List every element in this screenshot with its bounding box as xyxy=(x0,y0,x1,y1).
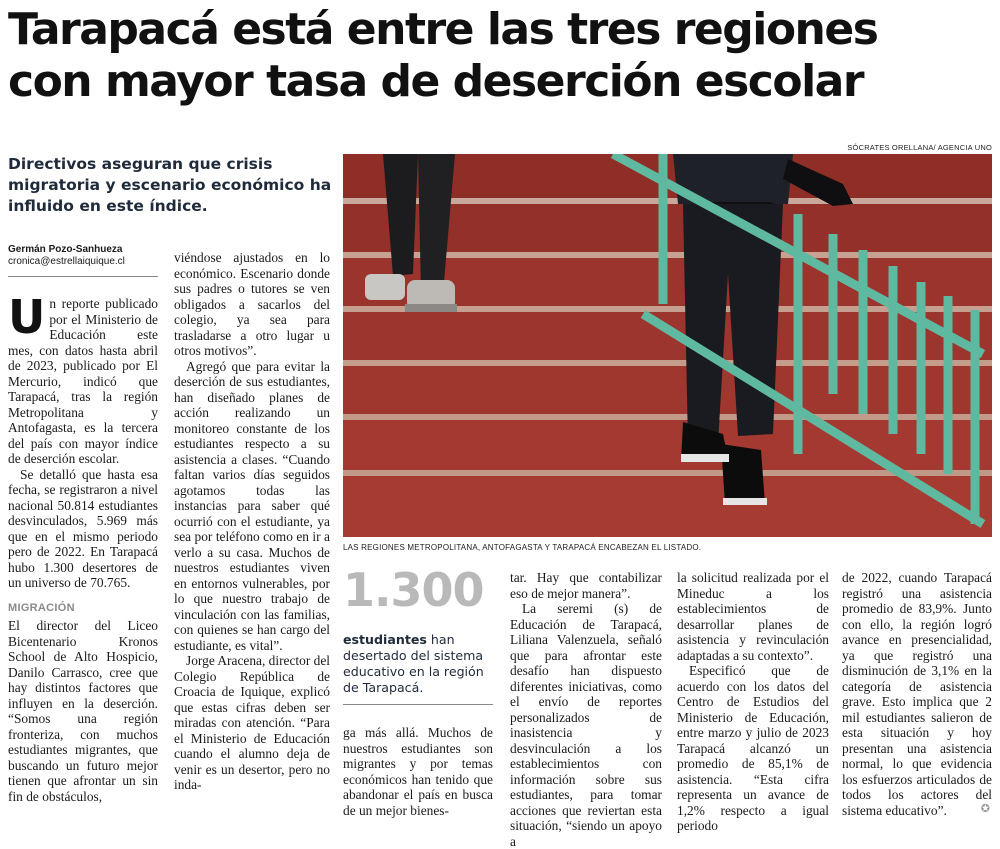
paragraph: Jorge Aracena, director del Colegio República de Croacia de Iquique, explicó que estas cifras deben ser miradas con atención. “Para el Ministerio de Educación cuando el alumno deja de venir es un desertor, pero no inda- xyxy=(174,653,331,792)
callout-body: han desertado del sistema educativo en la región de Tarapacá. xyxy=(343,632,484,695)
paragraph: Agregó que para evitar la deserción de sus estudiantes, han diseñado planes de acción realizando un monitoreo constante de los estudiantes respecto a su asistencia a clases. “Cuando faltan varios días seguidos agotamos todas las instancias para saber qué ocurrió con el estudiante, ya sea por teléfono como en ir a verlo a su casa. Muchos de nuestros estudiantes viven en entornos vulnerables, por lo que nuestro trabajo de vinculación con las familias, con quienes se han cargo del estudiante, es vital”. xyxy=(174,358,330,653)
paragraph-text: n reporte publicado por el Ministerio de Educación este mes, con datos hasta abril de 2023, publicado por El Mercurio, indicó que Tarapacá, tras la región Metropolitana y Antofagasta, es la tercera del país con mayor índice de deserción escolar. xyxy=(8,296,158,466)
photo-stairs xyxy=(343,154,992,537)
paragraph: viéndose ajustados en lo económico. Escenario donde sus padres o tutores se ven obligados a sacarlos del colegio, ya sea para trasladarse a otro lugar u otros motivos”. xyxy=(174,250,330,358)
paragraph: de 2022, cuando Tarapacá registró una asistencia promedio de 83,9%. Junto con ello, la región logró avance en presencialidad, ya que registró una disminución de 3,1% en la categoría de asistencia grave. Esto implica que 2 mil estudiantes salieron de esta situación y hoy presentan una asistencia normal, lo que evidencia los esfuerzos articulados de todos los actores del sistema educativo”. xyxy=(842,570,992,818)
callout-number: 1.300 xyxy=(343,563,484,617)
paragraph: Se detalló que hasta esa fecha, se registraron a nivel nacional 50.814 estudiantes desvinculados, 5.969 más que en el mismo periodo pero de 2022. En Tarapacá hubo 1.300 desertores de un universo de 70.765. xyxy=(8,466,158,590)
end-mark-icon: ✪ xyxy=(980,802,990,815)
paragraph: El director del Liceo Bicentenario Kronos School de Alto Hospicio, Danilo Carrasco, cree que hay distintos factores que influyen en la deserción. “Somos una región fronteriza, con muchos estudiantes migrantes, que buscando un futuro mejor tienen que afrontar un sin fin de obstáculos, xyxy=(8,618,158,804)
byline xyxy=(8,244,158,268)
paragraph xyxy=(8,290,158,467)
section-heading: MIGRACIÓN xyxy=(8,601,75,614)
paragraph: la solicitud realizada por el Mineduc a los establecimientos de desarrollar planes de asistencia y revinculación adaptadas a su contexto”. xyxy=(677,570,829,663)
article-column-5 xyxy=(677,570,829,834)
paragraph: ga más allá. Muchos de nuestros estudiantes son migrantes y por temas económicos han tenido que abandonar el país en busca de un mejor bienes- xyxy=(343,725,493,818)
callout-divider xyxy=(343,704,493,705)
callout-bold: estudiantes xyxy=(343,632,427,647)
headline-line-2: con mayor tasa de deserción escolar xyxy=(8,56,864,107)
paragraph: Especificó que de acuerdo con los datos del Centro de Estudios del Ministerio de Educación, entre marzo y julio de 2023 Tarapacá alcanzó un promedio de 85,1% de asistencia. “Esta cifra representa un avance de 1,2% respecto a igual periodo xyxy=(677,663,829,833)
callout-text xyxy=(343,632,493,696)
paragraph: tar. Hay que contabilizar eso de mejor manera”. xyxy=(510,570,662,601)
photo-caption: LAS REGIONES METROPOLITANA, ANTOFAGASTA Y TARAPACÁ ENCABEZAN EL LISTADO. xyxy=(343,543,702,552)
article-column-3 xyxy=(343,725,493,818)
headline xyxy=(8,4,993,108)
drop-cap: U xyxy=(8,290,46,344)
paragraph: La seremi (s) de Educación de Tarapacá, Liliana Valenzuela, señaló que para afrontar este desafío han dispuesto diferentes iniciativas, como el envío de reportes personalizados de inasistencia y desvinculación a los establecimientos con información sobre sus estudiantes, para tomar acciones que reviertan esta situación, “siendo un apoyo a xyxy=(510,601,662,849)
headline-line-1: Tarapacá está entre las tres regiones xyxy=(8,4,878,55)
stairs-illustration xyxy=(343,154,992,537)
photo-credit: SÓCRATES ORELLANA/ AGENCIA UNO xyxy=(847,143,992,152)
author-email[interactable]: cronica@estrellaiquique.cl xyxy=(8,256,125,267)
article-column-1 xyxy=(8,290,158,804)
byline-divider xyxy=(8,276,158,277)
article-column-2 xyxy=(174,250,330,793)
author-name: Germán Pozo-Sanhueza xyxy=(8,244,123,255)
article-column-6 xyxy=(842,570,992,818)
deck-summary: Directivos aseguran que crisis migratoria y escenario económico ha influido en este índice. xyxy=(8,155,332,215)
article-column-4 xyxy=(510,570,662,849)
